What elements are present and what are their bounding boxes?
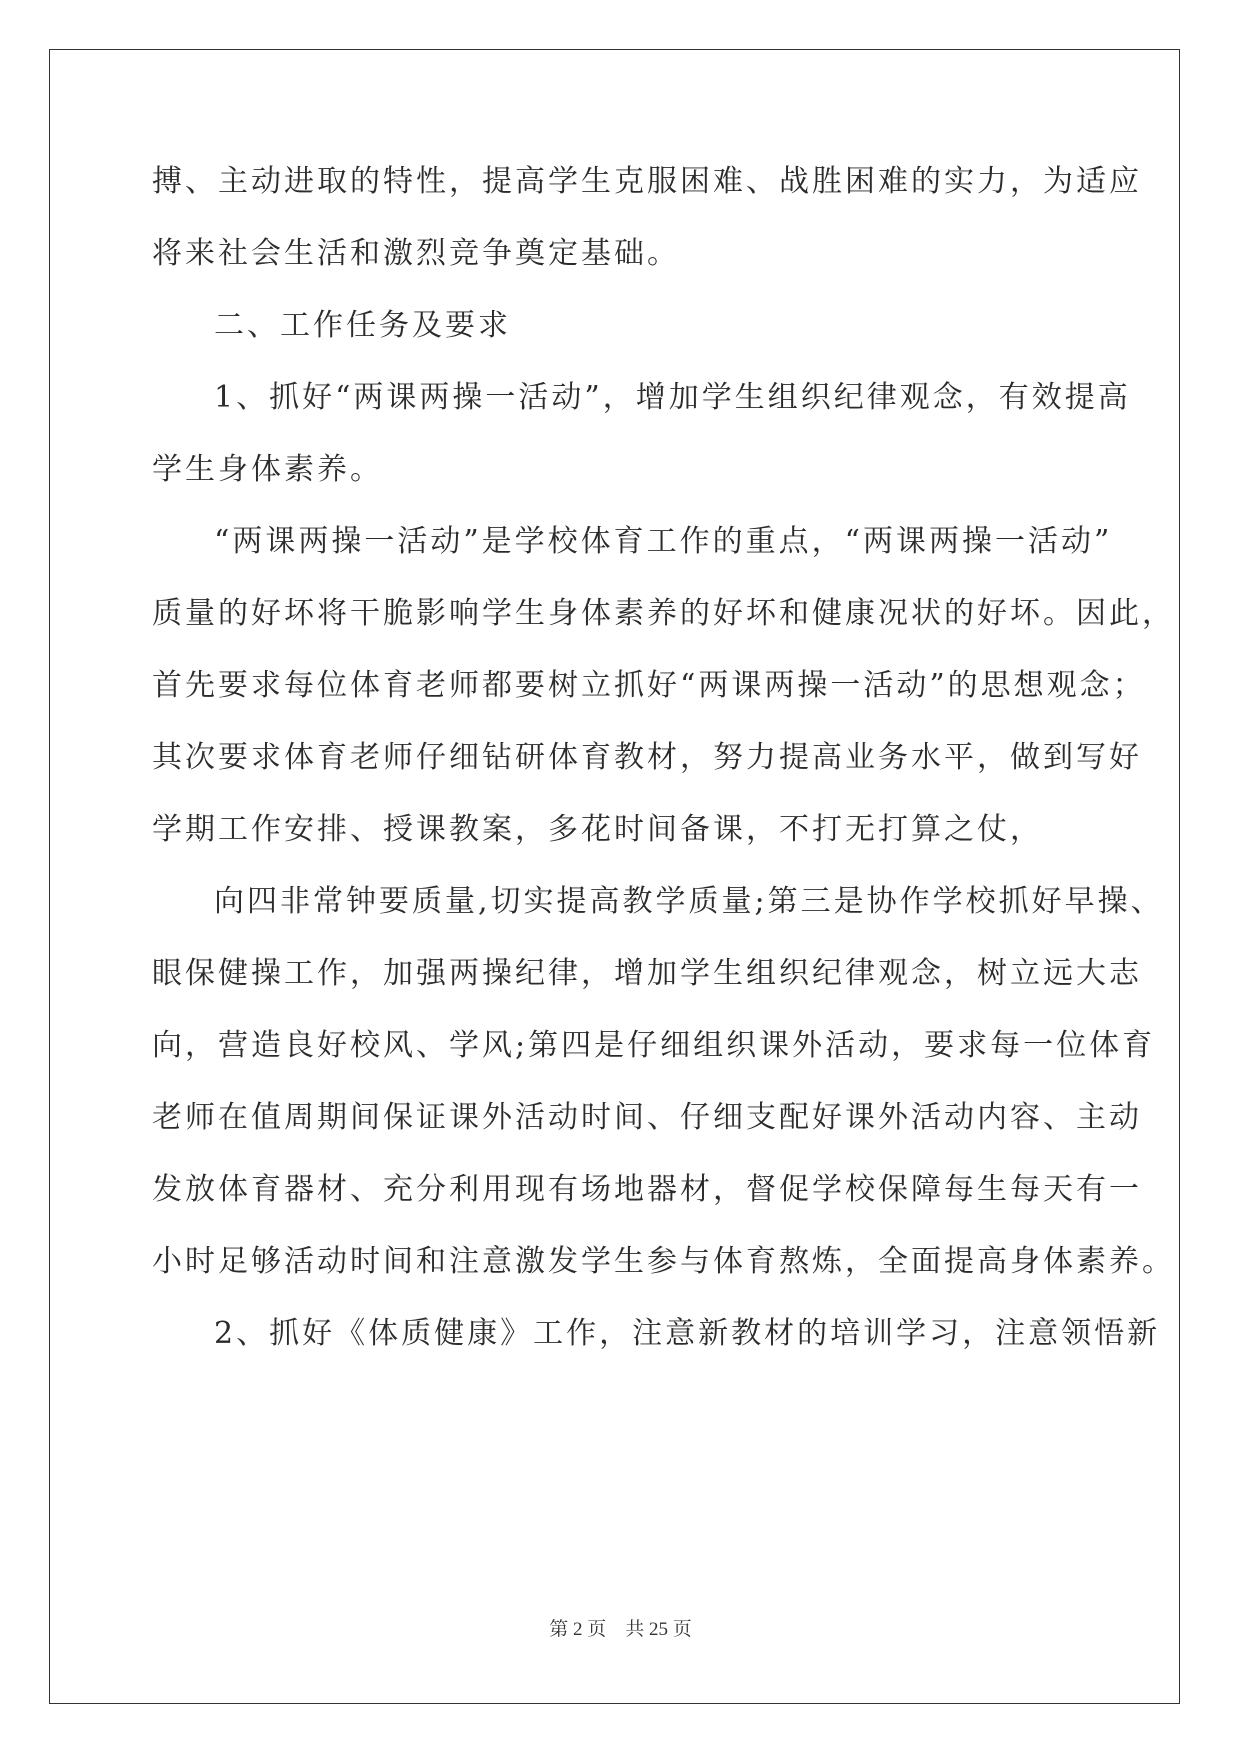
text-line: 1、抓好“两课两操一活动”，增加学生组织纪律观念，有效提高 <box>214 380 1131 415</box>
page-footer: 第 2 页 共 25 页 <box>549 1619 692 1640</box>
text-line: 学期工作安排、授课教案，多花时间备课，不打无打算之仗， <box>152 812 1043 847</box>
page-border <box>49 49 1180 1704</box>
text-line: 学生身体素养。 <box>152 452 383 487</box>
section-heading: 二、工作任务及要求 <box>214 308 511 343</box>
text-line: 向四非常钟要质量,切实提高教学质量;第三是协作学校抓好早操、 <box>214 884 1164 919</box>
text-line: 首先要求每位体育老师都要树立抓好“两课两操一活动”的思想观念； <box>152 668 1146 703</box>
text-line: 向，营造良好校风、学风;第四是仔细组织课外活动，要求每一位体育 <box>152 1028 1156 1063</box>
text-line: 其次要求体育老师仔细钻研体育教材，努力提高业务水平，做到写好 <box>152 740 1142 775</box>
text-line: 眼保健操工作，加强两操纪律，增加学生组织纪律观念，树立远大志 <box>152 956 1142 991</box>
text-line: 搏、主动进取的特性，提高学生克服困难、战胜困难的实力，为适应 <box>152 164 1142 199</box>
text-line: 老师在值周期间保证课外活动时间、仔细支配好课外活动内容、主动 <box>152 1100 1142 1135</box>
text-line: 小时足够活动时间和注意激发学生参与体育熬炼，全面提高身体素养。 <box>152 1244 1175 1279</box>
text-line: “两课两操一活动”是学校体育工作的重点，“两课两操一活动” <box>214 524 1113 559</box>
text-line: 2、抓好《体质健康》工作，注意新教材的培训学习，注意领悟新 <box>214 1316 1161 1351</box>
text-line: 质量的好坏将干脆影响学生身体素养的好坏和健康况状的好坏。因此， <box>152 596 1175 631</box>
text-line: 将来社会生活和激烈竞争奠定基础。 <box>152 236 680 271</box>
text-line: 发放体育器材、充分利用现有场地器材，督促学校保障每生每天有一 <box>152 1172 1142 1207</box>
